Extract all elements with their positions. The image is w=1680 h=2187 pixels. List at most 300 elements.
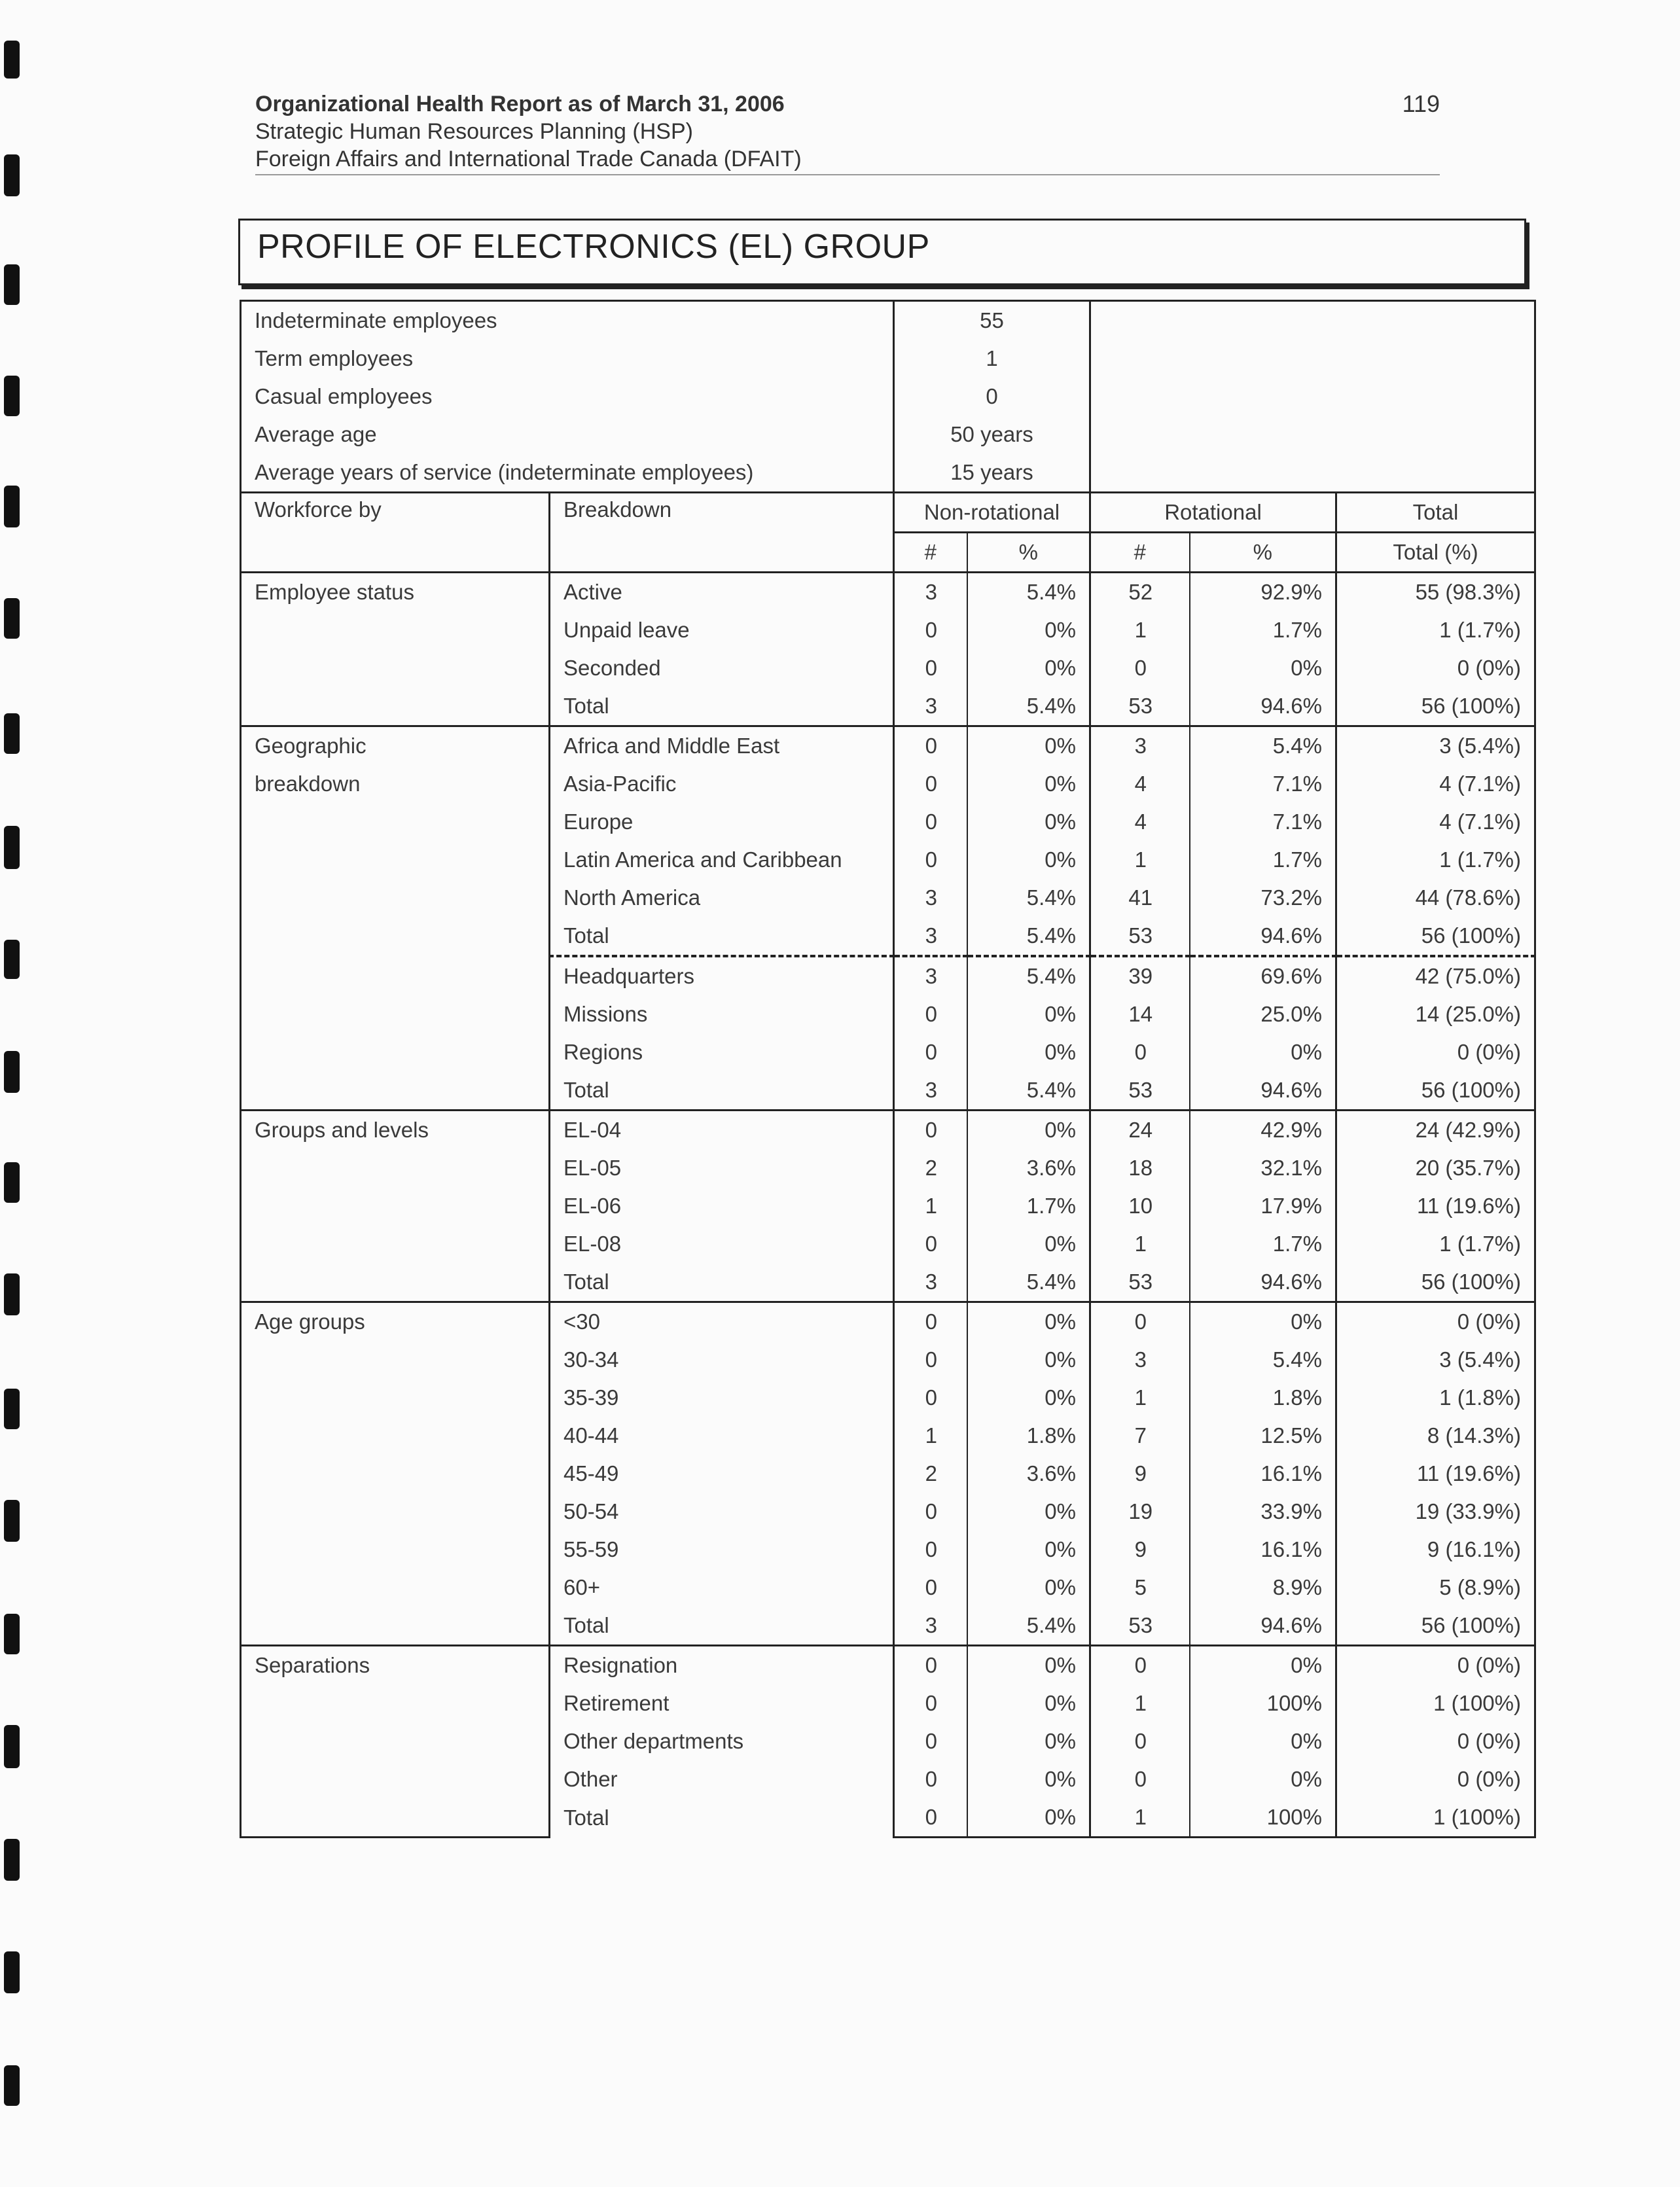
summary-row: [241, 378, 1535, 416]
breakdown-cell: 35-39: [550, 1379, 894, 1417]
nr-count: 0: [894, 841, 967, 879]
total-row: [241, 1798, 1535, 1838]
breakdown-cell: 45-49: [550, 1455, 894, 1493]
breakdown-cell: 40-44: [550, 1417, 894, 1455]
total-cell: 24 (42.9%): [1336, 1111, 1535, 1150]
section-label-cell: [241, 1033, 550, 1071]
nr-count: 0: [894, 1225, 967, 1263]
nr-percent: 0%: [967, 1341, 1090, 1379]
nr-count: 0: [894, 1684, 967, 1722]
nr-count: 0: [894, 1111, 967, 1150]
r-count: 24: [1090, 1111, 1190, 1150]
breakdown-cell: Other departments: [550, 1722, 894, 1760]
r-percent: 32.1%: [1190, 1149, 1336, 1187]
section-label-cell: [241, 1225, 550, 1263]
nr-percent: 5.4%: [967, 1071, 1090, 1111]
col-total: Total: [1336, 493, 1535, 533]
r-percent: 33.9%: [1190, 1493, 1336, 1531]
r-count: 5: [1090, 1569, 1190, 1607]
r-count: 53: [1090, 1607, 1190, 1646]
nr-percent: 0%: [967, 1760, 1090, 1798]
section-label-cell: [241, 687, 550, 726]
table-row: [241, 1569, 1535, 1607]
total-cell: 1 (1.7%): [1336, 841, 1535, 879]
breakdown-cell: EL-05: [550, 1149, 894, 1187]
r-count: 9: [1090, 1531, 1190, 1569]
r-percent: 94.6%: [1190, 917, 1336, 956]
r-count: 14: [1090, 995, 1190, 1033]
section-label-cell: [241, 1531, 550, 1569]
total-cell: 19 (33.9%): [1336, 1493, 1535, 1531]
nr-count: 1: [894, 1187, 967, 1225]
r-percent: 0%: [1190, 1646, 1336, 1685]
nr-percent: 0%: [967, 1684, 1090, 1722]
section-label-cell: [241, 1569, 550, 1607]
r-percent: 94.6%: [1190, 1263, 1336, 1302]
r-percent: 12.5%: [1190, 1417, 1336, 1455]
r-percent: 0%: [1190, 1760, 1336, 1798]
nr-percent: 5.4%: [967, 1263, 1090, 1302]
r-percent: 73.2%: [1190, 879, 1336, 917]
summary-value: 1: [894, 340, 1090, 378]
total-cell: 5 (8.9%): [1336, 1569, 1535, 1607]
r-count: 1: [1090, 1798, 1190, 1838]
breakdown-cell: Seconded: [550, 649, 894, 687]
r-percent: 8.9%: [1190, 1569, 1336, 1607]
table-row: [241, 726, 1535, 766]
table-row: [241, 841, 1535, 879]
total-cell: 1 (100%): [1336, 1798, 1535, 1838]
total-cell: 1 (1.7%): [1336, 611, 1535, 649]
nr-count: 0: [894, 1033, 967, 1071]
r-count: 53: [1090, 917, 1190, 956]
r-percent: 17.9%: [1190, 1187, 1336, 1225]
breakdown-cell: Total: [550, 917, 894, 956]
r-percent: 1.8%: [1190, 1379, 1336, 1417]
total-cell: 56 (100%): [1336, 1263, 1535, 1302]
nr-count: 0: [894, 649, 967, 687]
summary-label: Average years of service (indeterminate employees): [241, 453, 894, 493]
total-cell: 0 (0%): [1336, 1646, 1535, 1685]
table-row: [241, 573, 1535, 612]
r-count: 1: [1090, 611, 1190, 649]
total-cell: 1 (1.7%): [1336, 1225, 1535, 1263]
breakdown-cell: Active: [550, 573, 894, 612]
r-count: 0: [1090, 1722, 1190, 1760]
total-cell: 44 (78.6%): [1336, 879, 1535, 917]
r-percent: 7.1%: [1190, 803, 1336, 841]
r-percent: 0%: [1190, 1302, 1336, 1342]
r-percent: 5.4%: [1190, 726, 1336, 766]
total-cell: 42 (75.0%): [1336, 956, 1535, 995]
total-cell: 11 (19.6%): [1336, 1187, 1535, 1225]
nr-percent: 0%: [967, 726, 1090, 766]
table-row: [241, 803, 1535, 841]
nr-percent: 0%: [967, 1646, 1090, 1685]
nr-percent: 5.4%: [967, 687, 1090, 726]
summary-empty-cell: [1090, 301, 1535, 340]
nr-count: 3: [894, 956, 967, 995]
r-percent: 25.0%: [1190, 995, 1336, 1033]
table-row: [241, 1033, 1535, 1071]
table-row: [241, 995, 1535, 1033]
nr-count: 1: [894, 1417, 967, 1455]
breakdown-cell: Asia-Pacific: [550, 765, 894, 803]
r-count: 4: [1090, 803, 1190, 841]
section-label-cell: [241, 917, 550, 956]
report-title: Organizational Health Report as of March 31, 2006: [255, 92, 785, 116]
total-row: [241, 917, 1535, 956]
table-row: [241, 611, 1535, 649]
nr-percent: 0%: [967, 1493, 1090, 1531]
summary-label: Casual employees: [241, 378, 894, 416]
total-cell: 0 (0%): [1336, 1760, 1535, 1798]
total-cell: 8 (14.3%): [1336, 1417, 1535, 1455]
profile-table: [240, 300, 1536, 1838]
total-cell: 0 (0%): [1336, 1722, 1535, 1760]
section-label: Geographic: [241, 726, 550, 766]
section-label-cell: [241, 611, 550, 649]
r-percent: 0%: [1190, 1033, 1336, 1071]
table-row: [241, 1149, 1535, 1187]
r-count: 9: [1090, 1455, 1190, 1493]
summary-label: Indeterminate employees: [241, 301, 894, 340]
nr-percent: 3.6%: [967, 1149, 1090, 1187]
table-row: [241, 765, 1535, 803]
total-cell: 56 (100%): [1336, 1071, 1535, 1111]
section-label-cell: [241, 649, 550, 687]
nr-count: 3: [894, 917, 967, 956]
profile-title-box: [238, 219, 1526, 285]
breakdown-cell: Europe: [550, 803, 894, 841]
section-label-cell: [241, 956, 550, 995]
table-row: [241, 1187, 1535, 1225]
col-r-num: #: [1090, 533, 1190, 573]
nr-percent: 0%: [967, 1033, 1090, 1071]
nr-count: 0: [894, 1341, 967, 1379]
summary-value: 15 years: [894, 453, 1090, 493]
section-label-cell: [241, 1455, 550, 1493]
total-cell: 14 (25.0%): [1336, 995, 1535, 1033]
breakdown-cell: Total: [550, 1798, 894, 1838]
r-percent: 1.7%: [1190, 611, 1336, 649]
section-label: Age groups: [241, 1302, 550, 1342]
total-cell: 1 (100%): [1336, 1684, 1535, 1722]
r-count: 1: [1090, 1225, 1190, 1263]
r-percent: 94.6%: [1190, 687, 1336, 726]
r-count: 19: [1090, 1493, 1190, 1531]
breakdown-cell: 50-54: [550, 1493, 894, 1531]
total-cell: 4 (7.1%): [1336, 803, 1535, 841]
nr-percent: 0%: [967, 1302, 1090, 1342]
table-row: [241, 1341, 1535, 1379]
breakdown-cell: EL-06: [550, 1187, 894, 1225]
r-count: 39: [1090, 956, 1190, 995]
breakdown-cell: North America: [550, 879, 894, 917]
breakdown-cell: Africa and Middle East: [550, 726, 894, 766]
breakdown-cell: Missions: [550, 995, 894, 1033]
nr-count: 3: [894, 687, 967, 726]
nr-percent: 1.8%: [967, 1417, 1090, 1455]
nr-count: 0: [894, 995, 967, 1033]
nr-percent: 0%: [967, 649, 1090, 687]
table-row: [241, 1760, 1535, 1798]
summary-row: [241, 340, 1535, 378]
section-label-cell: [241, 879, 550, 917]
summary-value: 0: [894, 378, 1090, 416]
section-label-cell: [241, 1493, 550, 1531]
r-percent: 0%: [1190, 649, 1336, 687]
total-row: [241, 1071, 1535, 1111]
total-cell: 55 (98.3%): [1336, 573, 1535, 612]
summary-row: [241, 453, 1535, 493]
r-percent: 7.1%: [1190, 765, 1336, 803]
total-cell: 0 (0%): [1336, 1302, 1535, 1342]
nr-percent: 0%: [967, 611, 1090, 649]
breakdown-cell: Total: [550, 1071, 894, 1111]
summary-empty-cell: [1090, 453, 1535, 493]
table-row: [241, 956, 1535, 995]
table-row: [241, 1493, 1535, 1531]
section-label-cell: [241, 1149, 550, 1187]
summary-row: [241, 301, 1535, 340]
col-rotational: Rotational: [1090, 493, 1336, 533]
nr-count: 0: [894, 803, 967, 841]
r-count: 3: [1090, 1341, 1190, 1379]
report-subtitle: Strategic Human Resources Planning (HSP): [255, 119, 693, 144]
breakdown-cell: EL-04: [550, 1111, 894, 1150]
nr-count: 0: [894, 726, 967, 766]
total-cell: 3 (5.4%): [1336, 1341, 1535, 1379]
total-row: [241, 687, 1535, 726]
col-breakdown: Breakdown: [550, 493, 894, 573]
table-row: [241, 1684, 1535, 1722]
breakdown-cell: 30-34: [550, 1341, 894, 1379]
section-label-cell: [241, 1684, 550, 1722]
r-percent: 100%: [1190, 1684, 1336, 1722]
nr-count: 0: [894, 1379, 967, 1417]
r-count: 3: [1090, 726, 1190, 766]
nr-count: 3: [894, 1607, 967, 1646]
nr-count: 2: [894, 1149, 967, 1187]
breakdown-cell: EL-08: [550, 1225, 894, 1263]
r-count: 52: [1090, 573, 1190, 612]
total-row: [241, 1263, 1535, 1302]
section-label-cell: [241, 1607, 550, 1646]
nr-percent: 0%: [967, 1569, 1090, 1607]
section-label: Employee status: [241, 573, 550, 612]
nr-percent: 5.4%: [967, 879, 1090, 917]
breakdown-cell: Total: [550, 1263, 894, 1302]
r-percent: 16.1%: [1190, 1531, 1336, 1569]
total-cell: 1 (1.8%): [1336, 1379, 1535, 1417]
r-percent: 100%: [1190, 1798, 1336, 1838]
nr-percent: 0%: [967, 995, 1090, 1033]
report-header: [255, 90, 1440, 173]
header-rule: [255, 174, 1440, 175]
r-count: 1: [1090, 1379, 1190, 1417]
total-cell: 56 (100%): [1336, 687, 1535, 726]
table-row: [241, 1225, 1535, 1263]
breakdown-cell: Retirement: [550, 1684, 894, 1722]
breakdown-cell: <30: [550, 1302, 894, 1342]
nr-count: 0: [894, 1646, 967, 1685]
summary-empty-cell: [1090, 340, 1535, 378]
section-label-cell: [241, 1341, 550, 1379]
r-percent: 42.9%: [1190, 1111, 1336, 1150]
r-count: 4: [1090, 765, 1190, 803]
breakdown-cell: Unpaid leave: [550, 611, 894, 649]
r-count: 53: [1090, 687, 1190, 726]
total-cell: 20 (35.7%): [1336, 1149, 1535, 1187]
section-label-cell: [241, 995, 550, 1033]
r-percent: 5.4%: [1190, 1341, 1336, 1379]
table-row: [241, 1379, 1535, 1417]
r-percent: 69.6%: [1190, 956, 1336, 995]
nr-count: 3: [894, 1071, 967, 1111]
section-label-cell: [241, 1417, 550, 1455]
nr-count: 0: [894, 1531, 967, 1569]
nr-count: 0: [894, 611, 967, 649]
total-cell: 3 (5.4%): [1336, 726, 1535, 766]
nr-count: 0: [894, 1302, 967, 1342]
section-label-cell: [241, 1263, 550, 1302]
r-count: 0: [1090, 649, 1190, 687]
summary-value: 55: [894, 301, 1090, 340]
breakdown-cell: Regions: [550, 1033, 894, 1071]
r-count: 0: [1090, 1646, 1190, 1685]
col-total-pct: Total (%): [1336, 533, 1535, 573]
r-count: 0: [1090, 1302, 1190, 1342]
nr-percent: 5.4%: [967, 1607, 1090, 1646]
r-count: 10: [1090, 1187, 1190, 1225]
col-nr-pct: %: [967, 533, 1090, 573]
total-row: [241, 1607, 1535, 1646]
table-row: [241, 1111, 1535, 1150]
nr-percent: 0%: [967, 1722, 1090, 1760]
summary-empty-cell: [1090, 416, 1535, 453]
nr-percent: 5.4%: [967, 917, 1090, 956]
report-department: Foreign Affairs and International Trade Canada (DFAIT): [255, 147, 802, 171]
nr-count: 3: [894, 573, 967, 612]
breakdown-cell: Other: [550, 1760, 894, 1798]
section-label: Groups and levels: [241, 1111, 550, 1150]
r-count: 0: [1090, 1760, 1190, 1798]
nr-count: 3: [894, 879, 967, 917]
page-number: 119: [1402, 90, 1440, 117]
table-row: [241, 1646, 1535, 1685]
section-label-cell: [241, 1071, 550, 1111]
table-row: [241, 1722, 1535, 1760]
nr-count: 0: [894, 765, 967, 803]
total-cell: 4 (7.1%): [1336, 765, 1535, 803]
summary-empty-cell: [1090, 378, 1535, 416]
breakdown-cell: Resignation: [550, 1646, 894, 1685]
section-label-cell: [241, 803, 550, 841]
r-count: 0: [1090, 1033, 1190, 1071]
nr-percent: 3.6%: [967, 1455, 1090, 1493]
table-row: [241, 1302, 1535, 1342]
section-label: breakdown: [241, 765, 550, 803]
nr-percent: 0%: [967, 1531, 1090, 1569]
table-row: [241, 1531, 1535, 1569]
table-row: [241, 1417, 1535, 1455]
table-row: [241, 649, 1535, 687]
total-cell: 0 (0%): [1336, 649, 1535, 687]
r-percent: 94.6%: [1190, 1607, 1336, 1646]
total-cell: 9 (16.1%): [1336, 1531, 1535, 1569]
nr-percent: 0%: [967, 765, 1090, 803]
breakdown-cell: 55-59: [550, 1531, 894, 1569]
summary-label: Term employees: [241, 340, 894, 378]
breakdown-cell: Total: [550, 1607, 894, 1646]
table-row: [241, 879, 1535, 917]
r-count: 7: [1090, 1417, 1190, 1455]
col-nr-num: #: [894, 533, 967, 573]
nr-count: 0: [894, 1798, 967, 1838]
r-percent: 0%: [1190, 1722, 1336, 1760]
nr-percent: 5.4%: [967, 573, 1090, 612]
r-percent: 94.6%: [1190, 1071, 1336, 1111]
section-label-cell: [241, 1722, 550, 1760]
total-cell: 11 (19.6%): [1336, 1455, 1535, 1493]
col-workforce-by: Workforce by: [241, 493, 550, 573]
breakdown-cell: 60+: [550, 1569, 894, 1607]
r-count: 1: [1090, 841, 1190, 879]
r-count: 41: [1090, 879, 1190, 917]
summary-value: 50 years: [894, 416, 1090, 453]
r-count: 53: [1090, 1263, 1190, 1302]
nr-percent: 0%: [967, 841, 1090, 879]
section-label-cell: [241, 1187, 550, 1225]
r-count: 18: [1090, 1149, 1190, 1187]
nr-count: 0: [894, 1722, 967, 1760]
nr-percent: 5.4%: [967, 956, 1090, 995]
nr-percent: 0%: [967, 1225, 1090, 1263]
column-header-row: [241, 493, 1535, 533]
nr-percent: 1.7%: [967, 1187, 1090, 1225]
breakdown-cell: Total: [550, 687, 894, 726]
profile-title: PROFILE OF ELECTRONICS (EL) GROUP: [257, 228, 930, 266]
r-count: 1: [1090, 1684, 1190, 1722]
nr-percent: 0%: [967, 803, 1090, 841]
r-percent: 1.7%: [1190, 841, 1336, 879]
section-label-cell: [241, 841, 550, 879]
nr-percent: 0%: [967, 1379, 1090, 1417]
total-cell: 56 (100%): [1336, 1607, 1535, 1646]
section-label-cell: [241, 1379, 550, 1417]
total-cell: 0 (0%): [1336, 1033, 1535, 1071]
col-r-pct: %: [1190, 533, 1336, 573]
breakdown-cell: Latin America and Caribbean: [550, 841, 894, 879]
nr-count: 3: [894, 1263, 967, 1302]
total-cell: 56 (100%): [1336, 917, 1535, 956]
summary-row: [241, 416, 1535, 453]
nr-count: 2: [894, 1455, 967, 1493]
nr-percent: 0%: [967, 1111, 1090, 1150]
summary-label: Average age: [241, 416, 894, 453]
nr-count: 0: [894, 1493, 967, 1531]
r-count: 53: [1090, 1071, 1190, 1111]
table-row: [241, 1455, 1535, 1493]
r-percent: 92.9%: [1190, 573, 1336, 612]
breakdown-cell: Headquarters: [550, 956, 894, 995]
nr-count: 0: [894, 1760, 967, 1798]
col-non-rotational: Non-rotational: [894, 493, 1090, 533]
r-percent: 1.7%: [1190, 1225, 1336, 1263]
r-percent: 16.1%: [1190, 1455, 1336, 1493]
section-label-cell: [241, 1798, 550, 1838]
